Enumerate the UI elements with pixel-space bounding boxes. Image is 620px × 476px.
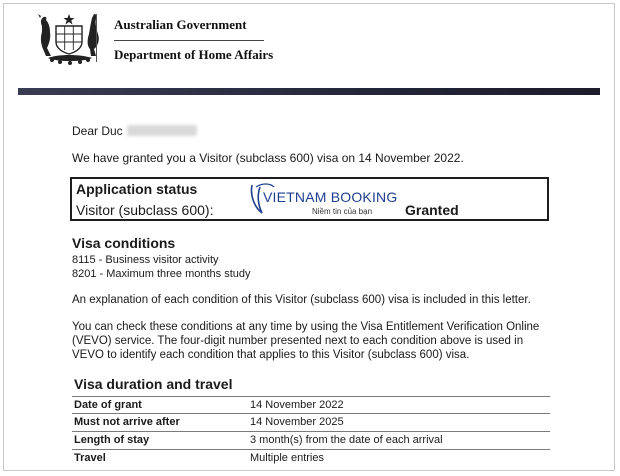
branding-divider [114,40,264,41]
government-branding [96,14,286,62]
table-row [72,431,550,448]
vevo-line: You can check these conditions at any time by using the Visa Entitlement Verification Online [72,321,540,333]
row-value: 14 November 2025 [250,416,344,428]
conditions-list [72,253,251,281]
table-row [72,396,550,413]
table-row [72,449,550,466]
header-bar [18,88,600,95]
row-value: Multiple entries [250,452,324,464]
salutation [72,124,197,139]
row-value: 14 November 2022 [250,399,344,411]
status-label: Visitor (subclass 600): [76,202,214,218]
vevo-line: (VEVO) service. The four-digit number presented next to each condition above is used in [72,335,524,347]
redacted-name [127,125,197,136]
vevo-line: VEVO to identify each condition that applies to this Visitor (subclass 600) visa. [72,349,470,361]
visa-duration-title: Visa duration and travel [74,376,233,392]
department-name: Department of Home Affairs [114,47,274,62]
condition-item: 8201 - Maximum three months study [72,268,251,280]
row-label: Date of grant [74,399,142,411]
status-value: Granted [405,202,459,218]
visa-duration-table [72,376,550,470]
watermark-brand: VIETNAM BOOKING [263,189,398,205]
watermark [246,181,398,219]
row-label: Must not arrive after [74,416,180,428]
table-row [72,413,550,430]
salutation-text: Dear Duc [72,124,123,138]
application-status-box [70,177,549,221]
visa-conditions-title: Visa conditions [72,235,176,251]
grant-statement: We have granted you a Visitor (subclass 600) visa on 14 November 2022. [72,151,464,165]
conditions-explanation: An explanation of each condition of this Visitor (subclass 600) visa is included in this letter. [72,294,531,306]
row-label: Length of stay [74,434,150,446]
status-title: Application status [76,181,198,197]
row-value: 3 month(s) from the date of each arrival [250,434,443,446]
watermark-tagline: Niềm tin của bạn [312,207,373,216]
government-name: Australian Government [114,17,247,32]
vevo-paragraph [72,320,539,362]
row-label: Travel [74,452,106,464]
condition-item: 8115 - Business visitor activity [72,254,219,266]
